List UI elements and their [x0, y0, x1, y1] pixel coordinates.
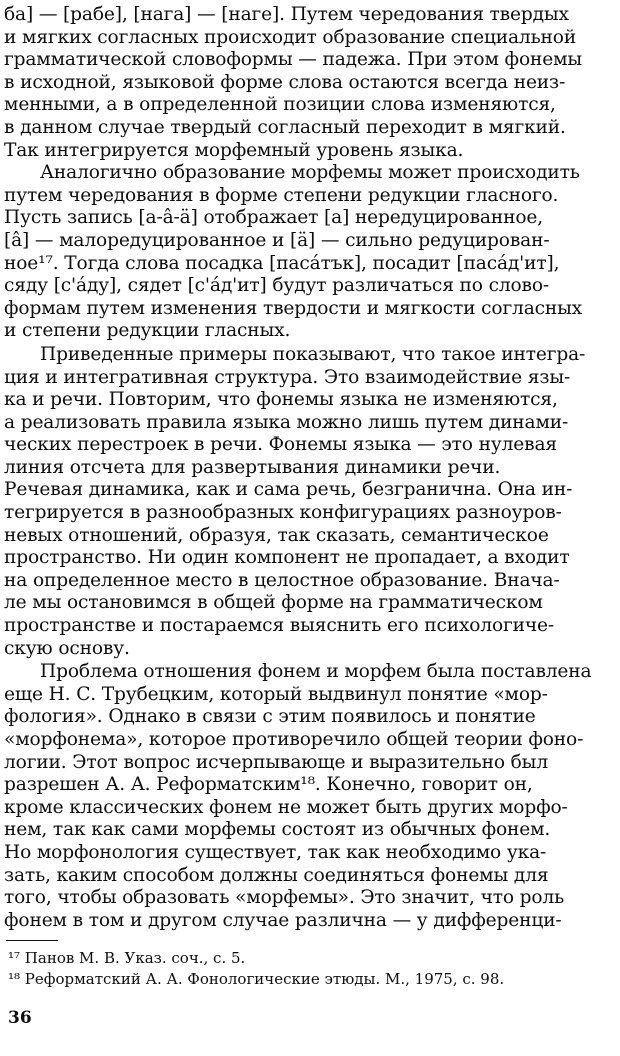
text-line: ба] — [рабе], [нага] — [наге]. Путем чередования твердых [4, 4, 569, 25]
text-line: линия отсчета для развертывания динамики речи. [4, 456, 501, 478]
footnote-divider [6, 940, 58, 941]
text-line: а реализовать правила языка можно лишь путем динами- [4, 411, 569, 433]
book-page [4, 0, 616, 1056]
text-line: Речевая динамика, как и сама речь, безгранична. Она ин- [4, 479, 573, 501]
footnotes [4, 948, 604, 990]
text-line: зать, каким способом должны соединяться фонемы для [4, 864, 549, 886]
text-line: в исходной, языковой форме слова остаются всегда неиз- [4, 71, 566, 93]
text-line: Пусть запись [а-а̂-ä] отображает [а] нередуцированное, [4, 207, 543, 229]
text-line: Так интегрируется морфемный уровень языка. [4, 139, 464, 161]
text-line: менными, а в определенной позиции слова изменяются, [4, 94, 556, 116]
text-line: сяду [с'а́ду], сядет [с'а́д'ит] будут различаться по слово- [4, 275, 550, 297]
paragraph-start-line: Приведенные примеры показывают, что такое интегра- [40, 343, 586, 365]
text-line: логии. Этот вопрос исчерпывающе и выразительно был [4, 751, 548, 773]
page-number: 36 [8, 1008, 32, 1028]
text-line: невых отношений, образуя, так сказать, семантическое [4, 524, 549, 546]
text-line: «морфонема», которое противоречило общей теории фоно- [4, 729, 584, 750]
body-text [4, 4, 596, 932]
text-line: и мягких согласных происходит образование специальной [4, 26, 577, 48]
text-line: путем чередования в форме степени редукции гласного. [4, 184, 559, 206]
text-line: фонем в том и другом случае различна — у дифференци- [4, 909, 562, 931]
text-line: кроме классических фонем не может быть других морфо- [4, 796, 568, 818]
text-line: тегрируется в разнообразных конфигурациях разноуров- [4, 502, 562, 524]
text-line: фология». Однако в связи с этим появилось и понятие [4, 706, 536, 728]
text-line: того, чтобы образовать «морфемы». Это значит, что роль [4, 887, 565, 909]
text-line: нем, так как сами морфемы состоят из обычных фонем. [4, 819, 551, 841]
text-line: разрешен А. А. Реформатским¹⁸. Конечно, говорит он, [4, 774, 533, 796]
text-line: ка и речи. Повторим, что фонемы языка не изменяются, [4, 389, 558, 411]
text-line: на определенное место в целостное образование. Внача- [4, 569, 560, 591]
text-line: скую основу. [4, 637, 130, 659]
paragraph-start-line: Проблема отношения фонем и морфем была поставлена [40, 661, 592, 683]
text-line: Но морфонология существует, так как необходимо ука- [4, 841, 547, 863]
text-line: пространство. Ни один компонент не пропадает, а входит [4, 547, 570, 569]
paragraph-start-line: Аналогично образование морфемы может происходить [40, 162, 580, 184]
text-line: ное¹⁷. Тогда слова посадка [паса́тък], посадит [паса́д'ит], [4, 252, 560, 274]
text-line: пространстве и постараемся выяснить его психологиче- [4, 615, 555, 637]
text-line: ция и интегративная структура. Это взаимодействие язы- [4, 366, 571, 388]
text-line: [а̂] — малоредуцированное и [ä] — сильно редуцирован- [4, 229, 550, 251]
text-line: формам путем изменения твердости и мягкости согласных [4, 297, 583, 319]
text-line: ле мы остановимся в общей форме на грамматическом [4, 592, 543, 614]
footnote: ¹⁷ Панов М. В. Указ. соч., с. 5. [8, 949, 246, 967]
text-line: еще Н. С. Трубецким, который выдвинул понятие «мор- [4, 683, 548, 705]
text-line: и степени редукции гласных. [4, 320, 291, 342]
text-line: в данном случае твердый согласный переходит в мягкий. [4, 116, 566, 138]
footnote: ¹⁸ Реформатский А. А. Фонологические этюды. М., 1975, с. 98. [8, 970, 505, 988]
text-line: ческих перестроек в речи. Фонемы языка — это нулевая [4, 434, 557, 456]
text-line: грамматической словоформы — падежа. При этом фонемы [4, 49, 583, 71]
